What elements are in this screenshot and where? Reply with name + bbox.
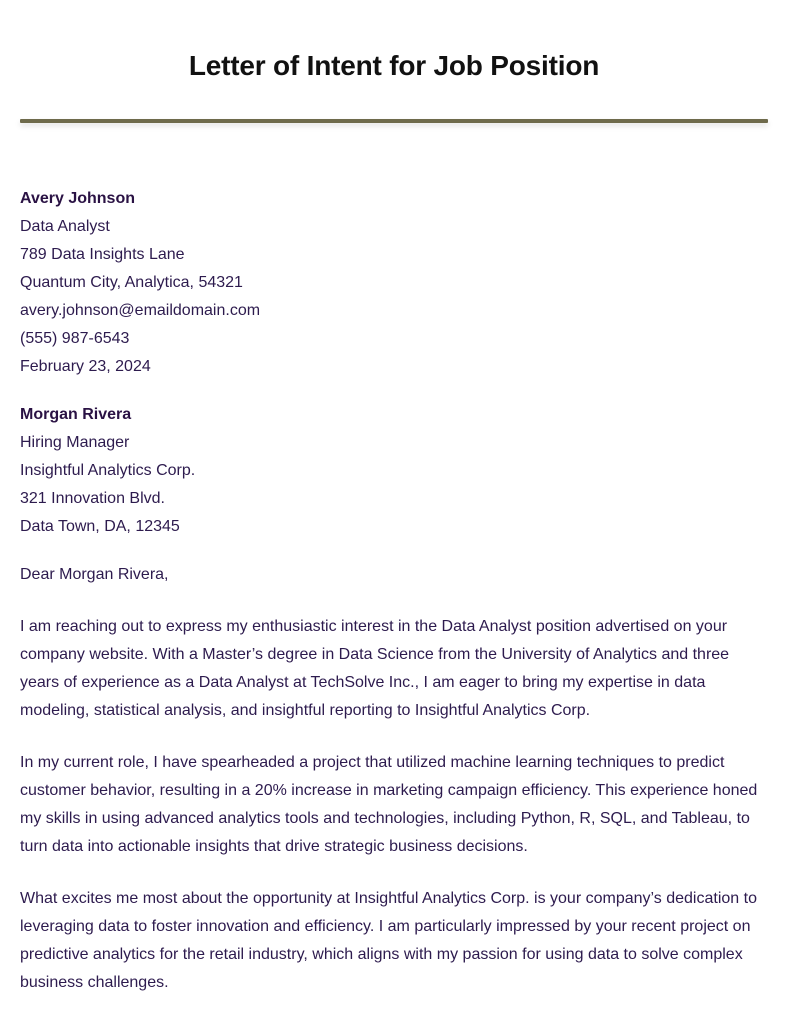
sender-line: 789 Data Insights Lane bbox=[20, 246, 185, 263]
body-paragraph: What excites me most about the opportunity at Insightful Analytics Corp. is your company’s dedication to leveraging data to foster innovation and efficiency. I am particularly impressed by your recent project on predictive analytics for the retail industry, which aligns with my passion for using data to solve complex business challenges. bbox=[20, 890, 757, 991]
letter-date: February 23, 2024 bbox=[20, 358, 151, 375]
title-divider bbox=[20, 119, 768, 133]
sender-phone: (555) 987-6543 bbox=[20, 330, 130, 347]
sender-address-block bbox=[20, 185, 768, 381]
recipient-line: Hiring Manager bbox=[20, 434, 130, 451]
salutation: Dear Morgan Rivera, bbox=[20, 566, 169, 583]
body-paragraph: In my current role, I have spearheaded a project that utilized machine learning techniques to predict customer behavior, resulting in a 20% increase in marketing campaign efficiency. This experience honed my skills in using advanced analytics tools and technologies, including Python, R, SQL, and Tableau, to turn data into actionable insights that drive strategic business decisions. bbox=[20, 754, 758, 855]
sender-email: avery.johnson@emaildomain.com bbox=[20, 302, 261, 319]
recipient-line: 321 Innovation Blvd. bbox=[20, 490, 165, 507]
sender-line: Data Analyst bbox=[20, 218, 110, 235]
recipient-line: Data Town, DA, 12345 bbox=[20, 518, 180, 535]
accent-rule bbox=[20, 119, 768, 123]
letter-content bbox=[20, 133, 768, 997]
body-paragraph: I am reaching out to express my enthusiastic interest in the Data Analyst position advertised on your company website. With a Master’s degree in Data Science from the University of Analytics and three years of experience as a Data Analyst at TechSolve Inc., I am eager to bring my expertise in data modeling, statistical analysis, and insightful reporting to Insightful Analytics Corp. bbox=[20, 618, 730, 719]
page-title: Letter of Intent for Job Position bbox=[188, 50, 600, 81]
recipient-address-block bbox=[20, 401, 768, 541]
recipient-name: Morgan Rivera bbox=[20, 406, 132, 423]
sender-line: Quantum City, Analytica, 54321 bbox=[20, 274, 243, 291]
sender-name: Avery Johnson bbox=[20, 190, 135, 207]
recipient-line: Insightful Analytics Corp. bbox=[20, 462, 196, 479]
